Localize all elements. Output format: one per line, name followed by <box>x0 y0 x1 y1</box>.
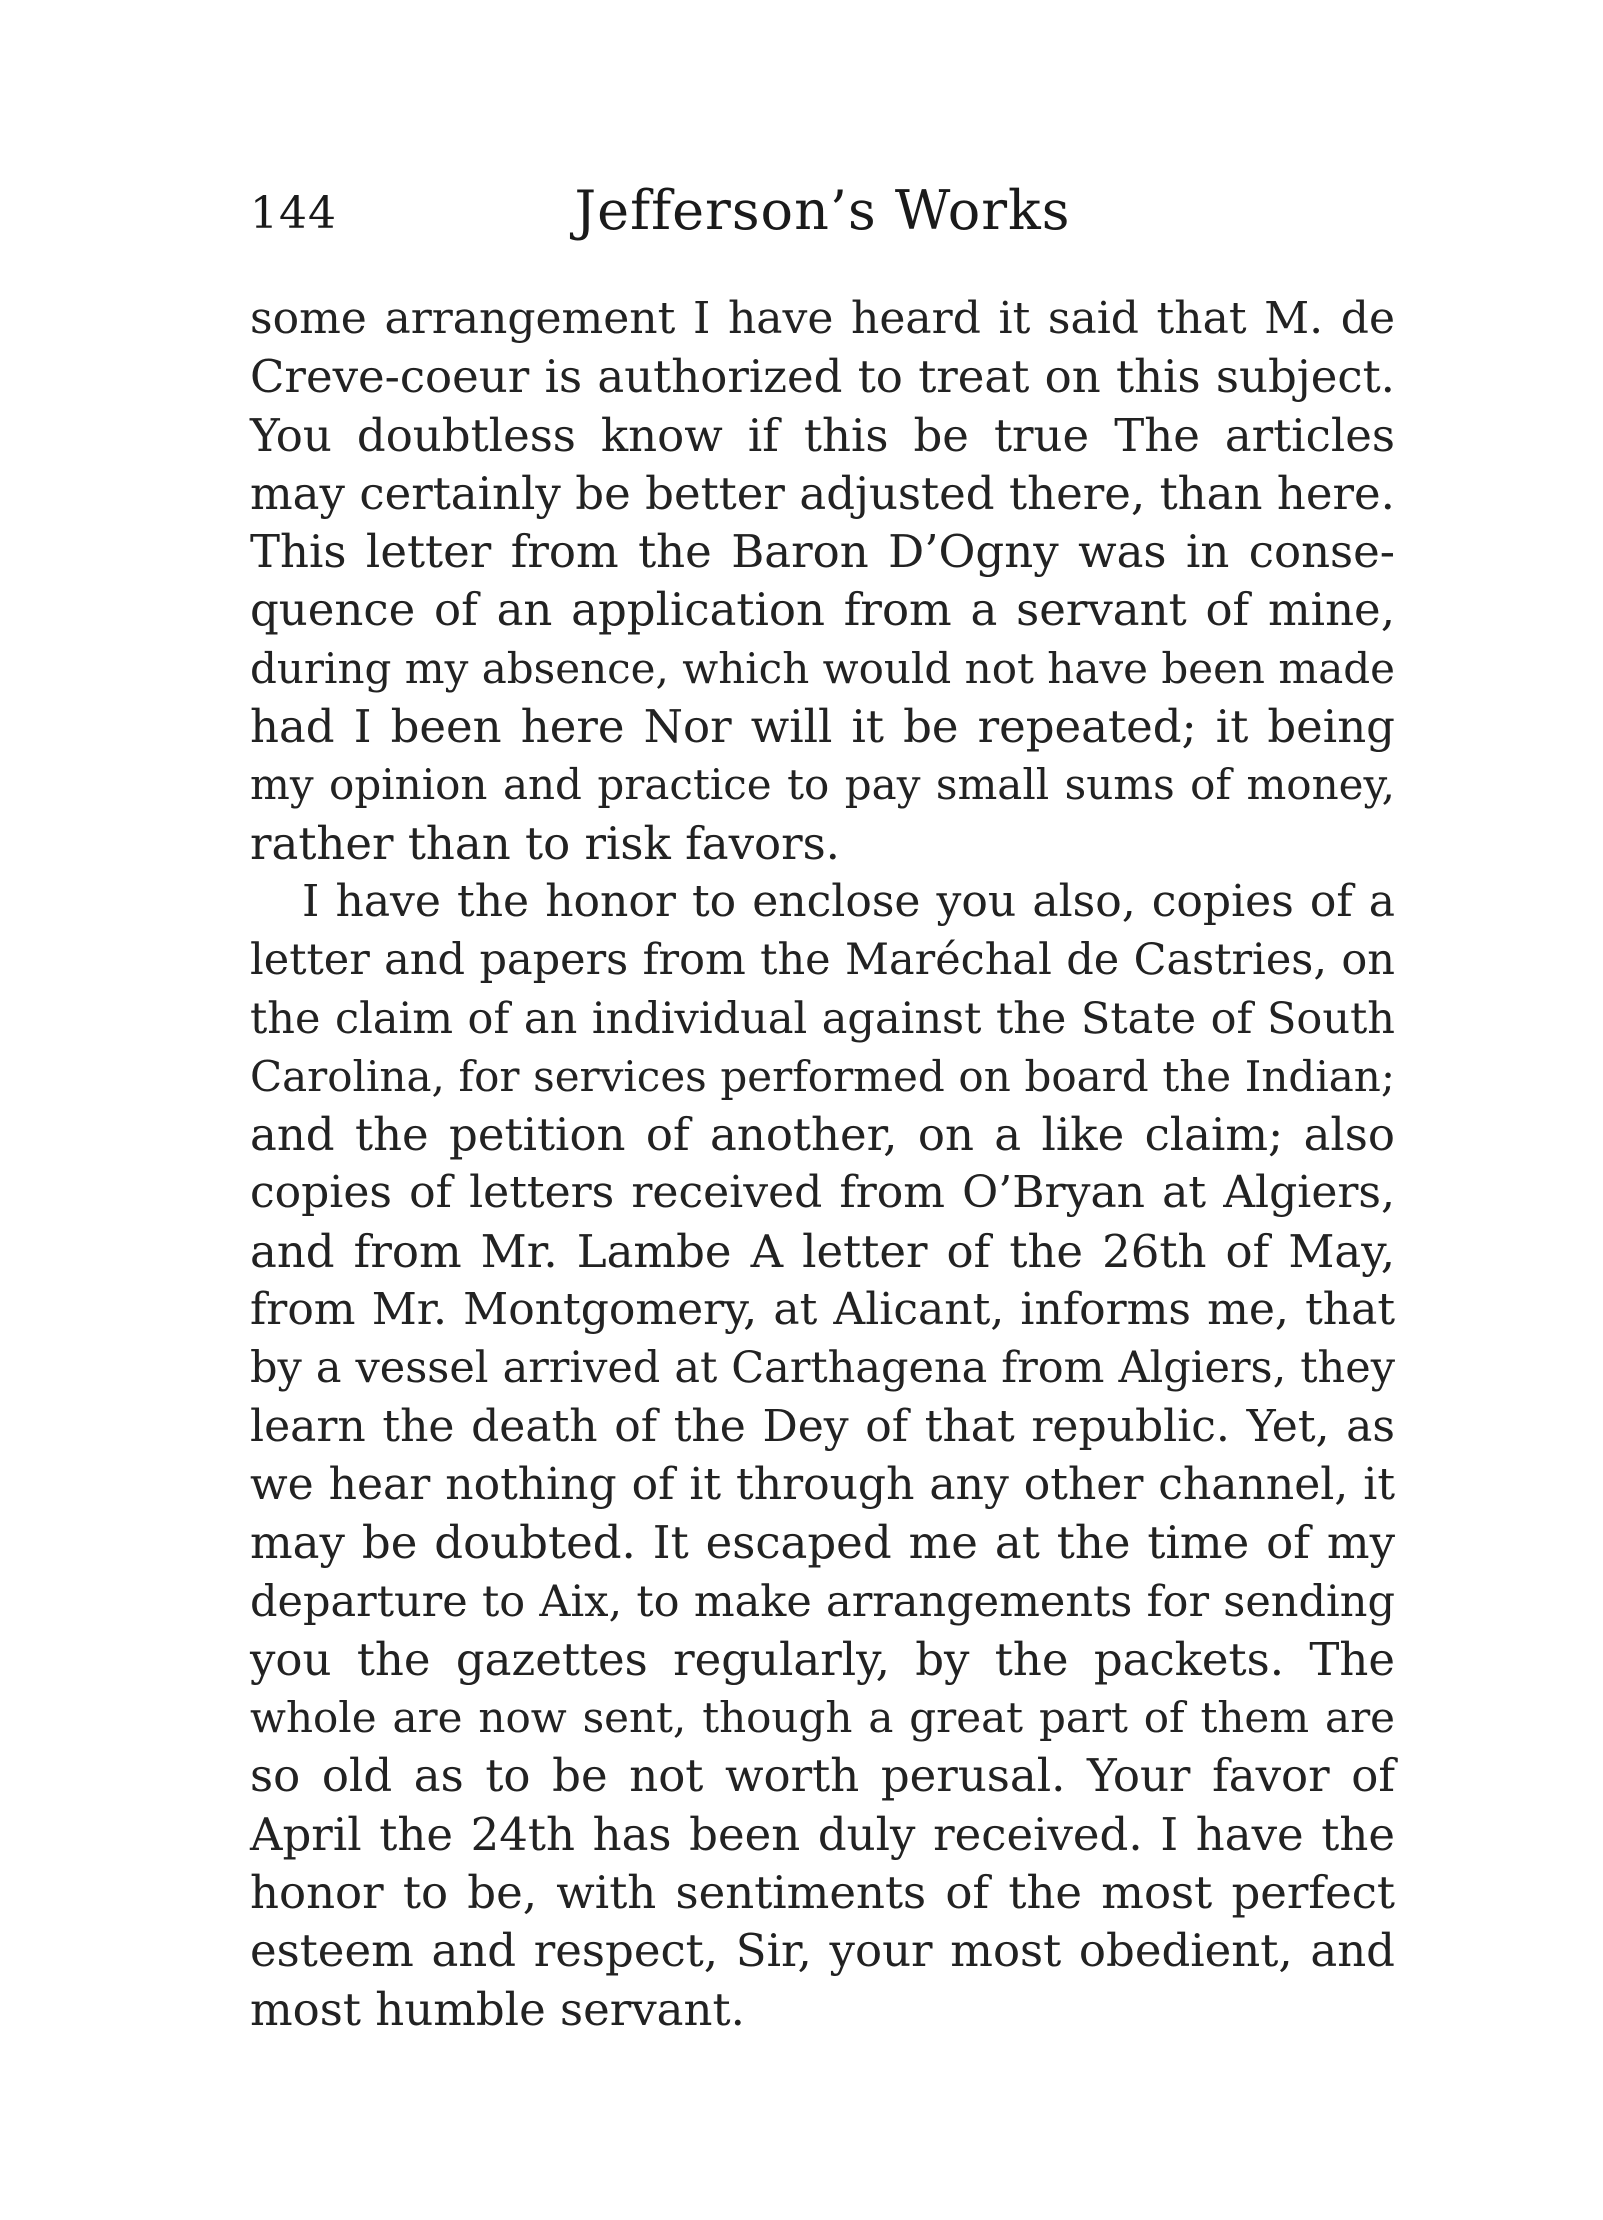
paragraph-2 <box>250 873 1395 2039</box>
body-text <box>250 290 1395 2039</box>
text-line: I have the honor to enclose you also, copies of a <box>302 875 1395 927</box>
text-line: may certainly be better adjusted there, than here. <box>250 466 1395 520</box>
page-number: 144 <box>250 188 337 239</box>
text-line: so old as to be not worth perusal. Your favor of <box>250 1749 1395 1803</box>
text-line: you the gazettes regularly, by the packets. The <box>250 1632 1395 1686</box>
text-line: and from Mr. Lambe A letter of the 26th of May, <box>250 1224 1395 1278</box>
text-line: departure to Aix, to make arrangements for sending <box>250 1576 1395 1627</box>
text-line: Creve-coeur is authorized to treat on this subject. <box>250 350 1395 404</box>
text-line: This letter from the Baron D’Ogny was in conse- <box>250 525 1395 579</box>
text-line: esteem and respect, Sir, your most obedient, and <box>250 1924 1395 1978</box>
text-line: some arrangement I have heard it said that M. de <box>250 293 1395 344</box>
text-line: whole are now sent, though a great part of them are <box>250 1693 1395 1743</box>
text-line: April the 24th has been duly received. I have the <box>250 1807 1395 1861</box>
paragraph-1 <box>250 290 1395 873</box>
page-header <box>250 179 1395 262</box>
text-line: had I been here Nor will it be repeated; it being <box>250 700 1395 754</box>
text-line: copies of letters received from O’Bryan at Algiers, <box>250 1167 1395 1219</box>
text-line: from Mr. Montgomery, at Alicant, informs me, that <box>250 1284 1395 1336</box>
text-line: rather than to risk favors. <box>250 816 840 870</box>
text-line: letter and papers from the Maréchal de Castries, on <box>250 935 1395 986</box>
text-line: the claim of an individual against the State of South <box>250 993 1395 1044</box>
text-line: learn the death of the Dey of that republic. Yet, as <box>250 1400 1395 1452</box>
text-line: Carolina, for services performed on board the Indian; <box>250 1051 1395 1101</box>
running-head: Jefferson’s Works <box>574 179 1071 242</box>
text-line: during my absence, which would not have been made <box>250 643 1395 693</box>
text-line: You doubtless know if this be true The articles <box>250 408 1395 462</box>
text-line: we hear nothing of it through any other channel, it <box>250 1458 1395 1510</box>
text-line: most humble servant. <box>250 1982 745 2036</box>
text-line: my opinion and practice to pay small sums of money, <box>250 760 1395 810</box>
text-line: by a vessel arrived at Carthagena from Algiers, they <box>250 1343 1395 1394</box>
text-line: quence of an application from a servant of mine, <box>250 583 1395 637</box>
text-line: may be doubted. It escaped me at the time of my <box>250 1516 1395 1570</box>
text-line: honor to be, with sentiments of the most perfect <box>250 1866 1395 1920</box>
text-line: and the petition of another, on a like claim; also <box>250 1108 1395 1162</box>
